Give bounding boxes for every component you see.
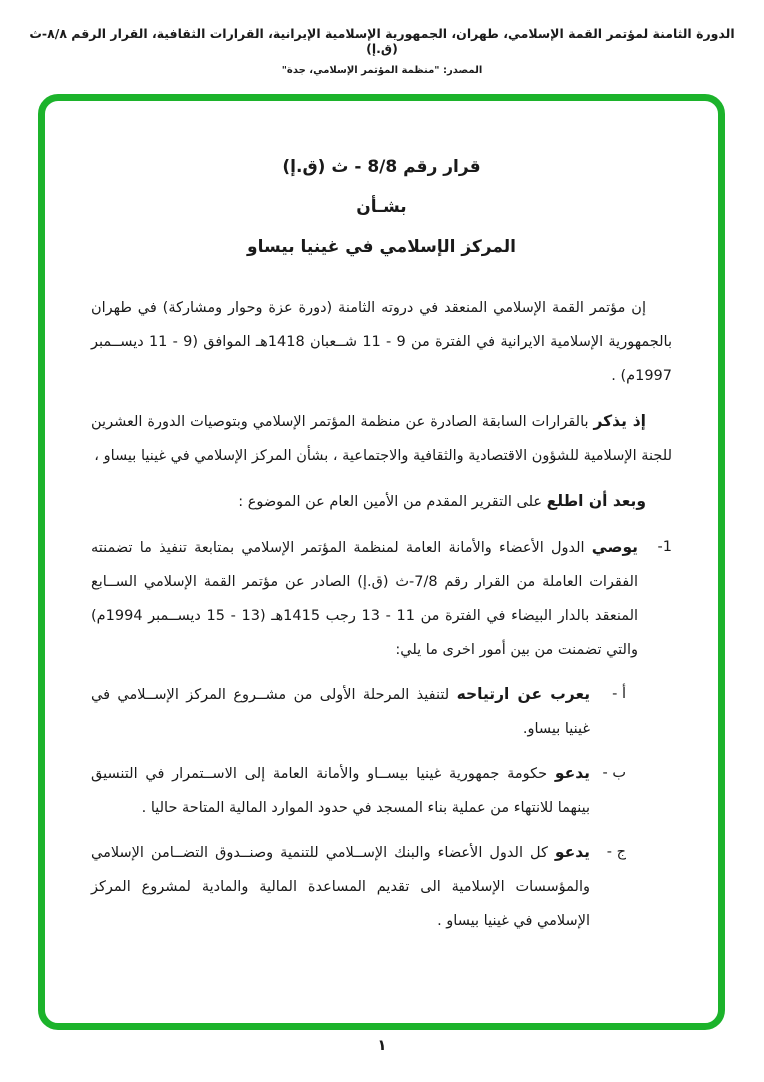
subitem-jim-lead: يدعو — [554, 843, 591, 861]
preamble-paragraph — [91, 291, 672, 393]
subitem-ba — [91, 756, 626, 825]
subitem-ba-lead: يدعو — [554, 764, 590, 782]
resolution-number-line: قرار رقم 8/8 - ث (ق.إ) — [282, 157, 481, 177]
item-1-marker: 1- — [657, 539, 672, 555]
document-body — [45, 101, 718, 938]
item-1-text: الدول الأعضاء والأمانة العامة لمنظمة المؤتمر الإسلامي بمتابعة تنفيذ ما تضمنته الفقرات العاملة من القرار رقم 7/8-ث (ق.إ) الصادر عن مؤتمر القمة الإسلامي الســابع المنعقد بالدار البيضاء في الفترة من 11 - 13 رجب 1415هـ (13 - 15 ديســمبر 1994م) والتي تضمنت من بين أمور اخرى ما يلي: — [91, 540, 639, 658]
resolution-subject-line: المركز الإسلامي في غينيا بيساو — [247, 237, 516, 257]
subitem-ba-marker: ب - — [602, 765, 626, 781]
subitem-ba-text: حكومة جمهورية غينيا بيســاو والأمانة العامة إلى الاســتمرار في التنسيق بينهما للانتهاء من عملية بناء المسجد في حدود الموارد المالية المتاحة حاليا . — [91, 766, 590, 816]
subitem-alef — [91, 677, 626, 746]
preamble-text: إن مؤتمر القمة الإسلامي المنعقد في دروته الثامنة (دورة عزة وحوار ومشاركة) في طهران بالجمهورية الإسلامية الايرانية في الفترة من 9 - 11 شــعبان 1418هـ الموافق (9 - 11 ديســمبر 1997م) . — [91, 300, 673, 384]
document-header — [20, 26, 744, 76]
page-number: ١ — [377, 1036, 387, 1054]
subitem-jim-paragraph — [91, 835, 590, 938]
header-citation-line: الدورة الثامنة لمؤتمر القمة الإسلامي، طهران، الجمهورية الإسلامية الإيرانية، القرارات الثقافية، القرار الرقم ٨/٨-ث (ق.إ) — [29, 26, 735, 56]
resolution-title — [91, 147, 672, 267]
operative-item-1 — [91, 530, 672, 667]
recalling-paragraph — [91, 404, 672, 473]
subitem-jim-marker: ج - — [606, 844, 626, 860]
header-source-line: المصدر: "منظمة المؤتمر الإسلامي، جدة" — [281, 65, 483, 76]
having-examined-lead: وبعد أن اطلع — [546, 492, 646, 510]
having-examined-text: على التقرير المقدم من الأمين العام عن الموضوع : — [238, 494, 543, 510]
subitem-ba-paragraph — [91, 756, 590, 825]
subitem-jim-text: كل الدول الأعضاء والبنك الإســلامي للتنمية وصنــدوق التضــامن الإسلامي والمؤسسات الإسلامية الى تقديم المساعدة المالية والمادية لمشروع المركز الإسلامي في غينيا بيساو . — [91, 845, 590, 929]
subitem-alef-paragraph — [91, 677, 590, 746]
recalling-lead: إذ يذكر — [593, 412, 646, 430]
resolution-regarding-line: بشـأن — [356, 197, 407, 217]
subitem-jim — [91, 835, 626, 938]
subitem-alef-marker: أ - — [612, 686, 626, 702]
recalling-text: بالقرارات السابقة الصادرة عن منظمة المؤتمر الإسلامي وبتوصيات الدورة العشرين للجنة الإسلامية للشؤون الاقتصادية والثقافية والاجتماعية ، بشأن المركز الإسلامي في غينيا بيساو ، — [91, 414, 672, 464]
item-1-lead: يوصي — [591, 538, 638, 556]
subitem-alef-lead: يعرب عن ارتياحه — [456, 685, 591, 703]
subitem-alef-text: لتنفيذ المرحلة الأولى من مشــروع المركز الإســلامي في غينيا بيساو. — [91, 687, 590, 737]
item-1-paragraph — [91, 530, 638, 667]
having-examined-paragraph — [91, 484, 672, 519]
green-border-frame — [38, 94, 725, 1030]
